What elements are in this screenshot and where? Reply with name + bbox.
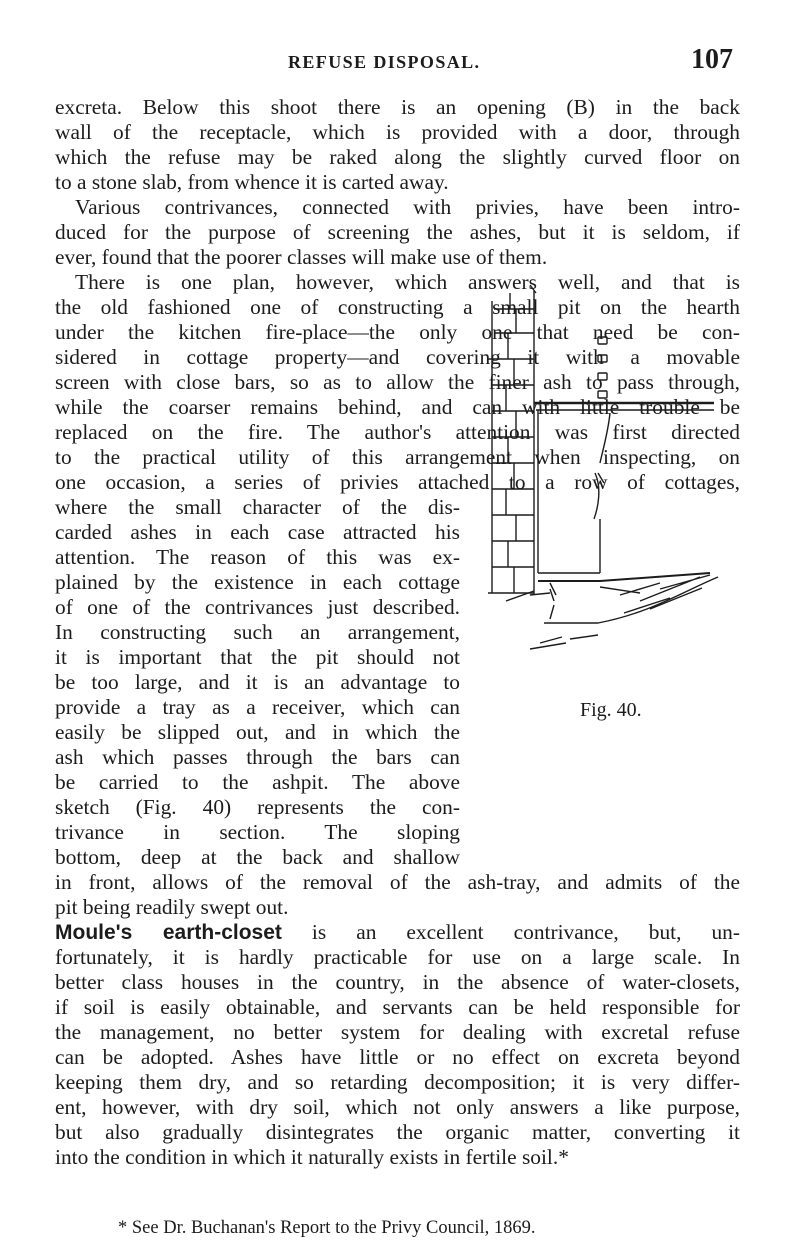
text-line: screen with close bars, so as to allow the finer ash to pass through, [55, 370, 740, 394]
text-line: duced for the purpose of screening the ashes, but it is seldom, if [55, 220, 740, 244]
text-line: into the condition in which it naturally exists in fertile soil.* [55, 1145, 569, 1169]
text-line: plained by the existence in each cottage [55, 570, 460, 594]
page-number: 107 [691, 44, 733, 75]
text-line: In constructing such an arrangement, [55, 620, 460, 644]
running-head: REFUSE DISPOSAL. [288, 52, 481, 72]
text-line: attention. The reason of this was ex- [55, 545, 460, 569]
text-line: sketch (Fig. 40) represents the con- [55, 795, 460, 819]
text-line: it is important that the pit should not [55, 645, 460, 669]
text-line: can be adopted. Ashes have little or no effect on excreta beyond [55, 1045, 740, 1069]
text-line: to a stone slab, from whence it is carted away. [55, 170, 449, 194]
text-line: ash which passes through the bars can [55, 745, 460, 769]
text-line: replaced on the fire. The author's attention was first directed [55, 420, 740, 444]
text-line: ever, found that the poorer classes will make use of them. [55, 245, 548, 269]
text-line: to the practical utility of this arrangement when inspecting, on [55, 445, 740, 469]
text-line: but also gradually disintegrates the organic matter, converting it [55, 1120, 740, 1144]
text-line: bottom, deep at the back and shallow [55, 845, 460, 869]
footnote: * See Dr. Buchanan's Report to the Privy Council, 1869. [118, 1218, 536, 1238]
text-line: where the small character of the dis- [55, 495, 460, 519]
moule-first-line [55, 920, 740, 945]
section-run-in-heading: Moule's earth-closet [55, 921, 282, 944]
text-line: easily be slipped out, and in which the [55, 720, 460, 744]
text-line: under the kitchen fire-place—the only one that need be con- [55, 320, 740, 344]
text-line: one occasion, a series of privies attached to a row of cottages, [55, 470, 740, 494]
text-line: is an excellent contrivance, but, un- [281, 920, 740, 944]
text-line: fortunately, it is hardly practicable for use on a large scale. In [55, 945, 740, 969]
hearth-ash-pit-section-diagram [470, 283, 740, 723]
text-line: provide a tray as a receiver, which can [55, 695, 460, 719]
text-line: wall of the receptacle, which is provided with a door, through [55, 120, 740, 144]
text-line: the management, no better system for dealing with excretal refuse [55, 1020, 740, 1044]
text-line: which the refuse may be raked along the slightly curved floor on [55, 145, 740, 169]
text-line: trivance in section. The sloping [55, 820, 460, 844]
text-line: There is one plan, however, which answers well, and that is [75, 270, 740, 294]
text-line: ent, however, with dry soil, which not only answers a like purpose, [55, 1095, 740, 1119]
text-line: in front, allows of the removal of the ash-tray, and admits of the [55, 870, 740, 894]
text-line: the old fashioned one of constructing a small pit on the hearth [55, 295, 740, 319]
text-line: pit being readily swept out. [55, 895, 289, 919]
text-line: carded ashes in each case attracted his [55, 520, 460, 544]
text-line: if soil is easily obtainable, and servants can be held responsible for [55, 995, 740, 1019]
text-line: be carried to the ashpit. The above [55, 770, 460, 794]
text-line: keeping them dry, and so retarding decomposition; it is very differ- [55, 1070, 740, 1094]
text-line: of one of the contrivances just described. [55, 595, 460, 619]
text-line: excreta. Below this shoot there is an opening (B) in the back [55, 95, 740, 119]
text-line: Various contrivances, connected with privies, have been intro- [75, 195, 740, 219]
figure-caption: Fig. 40. [580, 699, 642, 721]
text-line: better class houses in the country, in the absence of water-closets, [55, 970, 740, 994]
text-line: while the coarser remains behind, and can with little trouble be [55, 395, 740, 419]
text-line: be too large, and it is an advantage to [55, 670, 460, 694]
text-line: sidered in cottage property—and covering it with a movable [55, 345, 740, 369]
